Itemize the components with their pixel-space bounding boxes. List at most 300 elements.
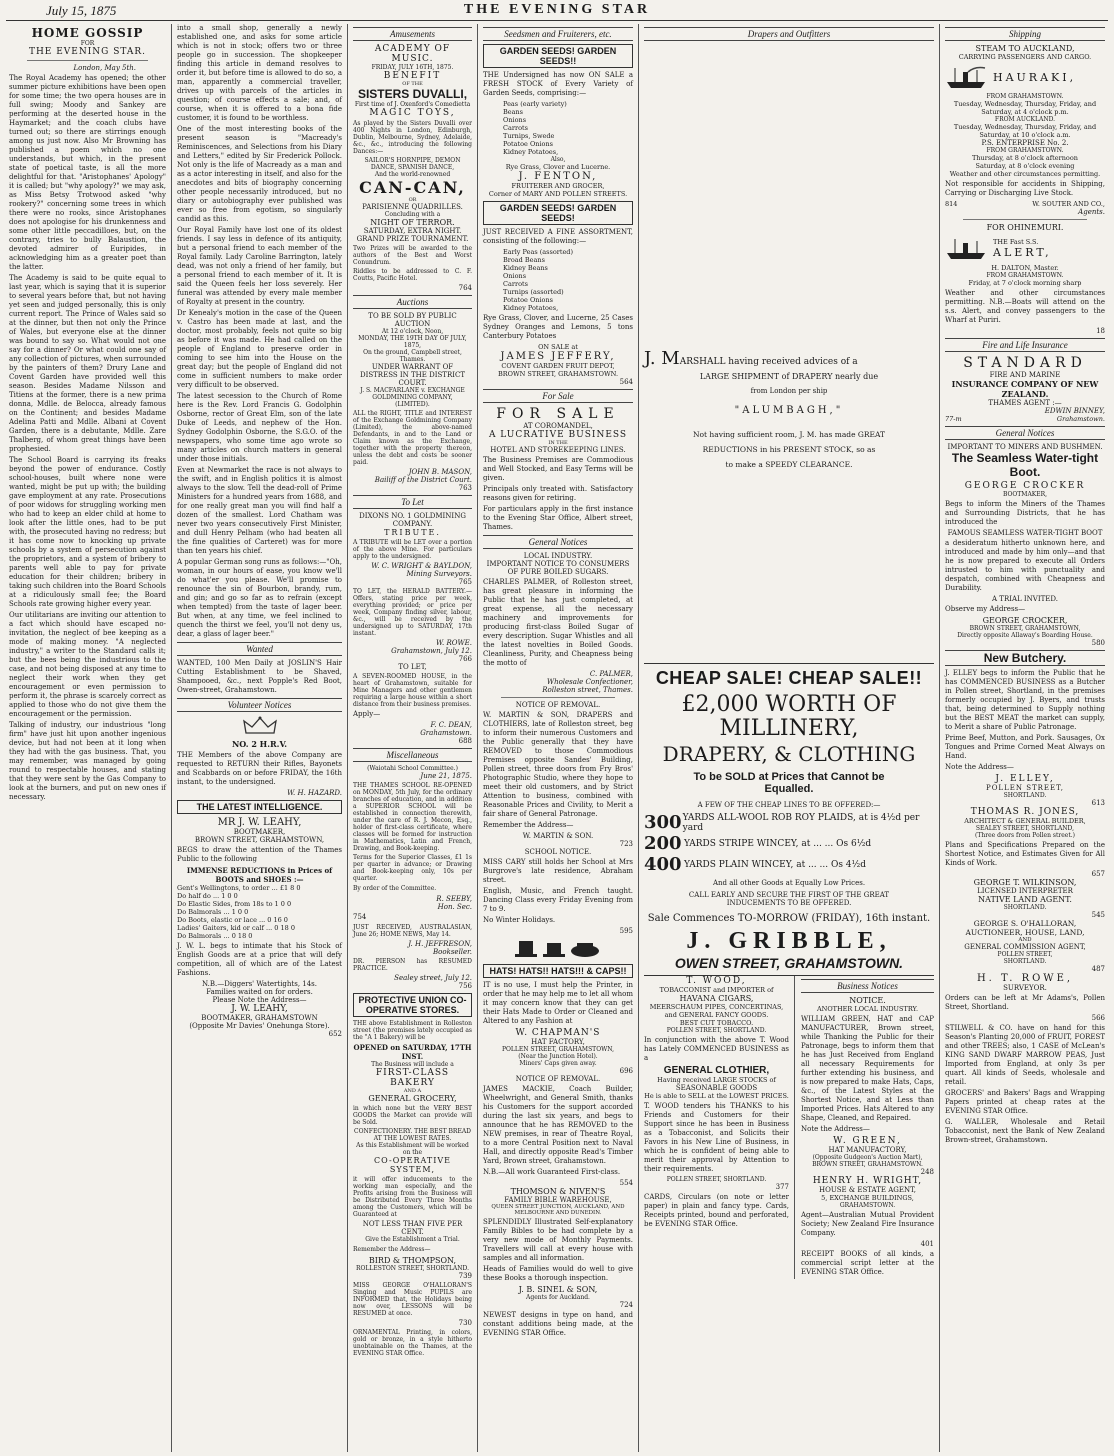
section-amusements: Amusements xyxy=(353,27,472,41)
hat-factory: HAT FACTORY, xyxy=(531,1038,585,1046)
worth-heading: £2,000 WORTH OF MILLINERY, xyxy=(681,692,897,741)
jones: THOMAS R. JONES, xyxy=(970,807,1080,817)
bird-thompson: BIRD & THOMPSON, xyxy=(368,1256,457,1265)
jeffery: JAMES JEFFERY, xyxy=(500,351,616,362)
wood-thanks: T. WOOD tenders his THANKS to his Friends and Customers for their Support since he has been in Business as a Tobacconist, and Solicits their Favors in his New Line of Business, in which he is confident of being able to merit their approval by Attention to their requirements. xyxy=(644,1102,789,1173)
important-miners: IMPORTANT TO MINERS AND BUSHMEN. xyxy=(947,443,1103,451)
price-list xyxy=(177,884,342,940)
ad-number: 763 xyxy=(458,484,472,492)
rye-grass-2: Rye Grass, Clover, and Lucerne, 25 Cases Sydney Oranges and Lemons, 5 tons Canterbury Potatoes xyxy=(483,314,633,340)
house-agent: HOUSE & ESTATE AGENT, xyxy=(819,1186,916,1194)
newest-designs: NEWEST designs in type on hand, and constant additions being made, at the EVENING STAR Office. xyxy=(483,1311,633,1337)
column-home-gossip xyxy=(4,24,172,1452)
column-amusements xyxy=(348,24,478,1452)
paper-title: THE EVENING STAR xyxy=(463,2,651,17)
not-enough-room: Not having sufficient room, J. M. has made GREAT xyxy=(692,430,886,439)
seed-item: Onions xyxy=(503,116,527,124)
corner: Corner of MARY AND POLLEN STREETS. xyxy=(488,190,628,198)
hats-heading: HATS! HATS!! HATS!!! & CAPS!! xyxy=(483,964,633,978)
coromandel: AT COROMANDEL, xyxy=(523,422,593,430)
auction-text: ALL the RIGHT, TITLE and INTEREST of the Exchange Goldmining Company (Limited), the above-named Defendants, in and to the Land or Claim known as the Exchange, together with the property thereon, unless the debt and costs be sooner paid. xyxy=(353,410,472,466)
garden-seeds-heading-2: GARDEN SEEDS! GARDEN SEEDS! xyxy=(483,201,633,225)
saturday: Saturday, at 8 o'clock evening xyxy=(975,162,1075,170)
from-auckland: FROM AUCKLAND. xyxy=(994,116,1056,123)
steam-auckland: STEAM TO AUCKLAND, xyxy=(975,44,1075,53)
ad-number: 730 xyxy=(458,1319,472,1327)
renowned: And the world-renowned xyxy=(374,171,451,178)
hotel-lines: HOTEL AND STOREKEEPING LINES. xyxy=(490,446,626,454)
green-text: WILLIAM GREEN, HAT and CAP MANUFACTURER, Brown street, while Thanking the Public for their Patronage, begs to inform them that he has Just Received from England all necessary Requirements for further extending his business, and is now prepared to make Hats, Caps, &c., of the Latest Styles at the Shortest Notice, and at Less than Imported Prices. Hats Altered to any Shape, Cleaned, and Repaired. xyxy=(801,1015,934,1122)
line-quantity: 200 xyxy=(644,833,682,854)
licensed: LICENSED INTERPRETER xyxy=(977,887,1073,895)
please-note: Please Note the Address— xyxy=(212,996,307,1004)
grand-prize: GRAND PRIZE TOURNAMENT. xyxy=(356,235,469,243)
carrying-passengers: CARRYING PASSENGERS AND CARGO. xyxy=(958,53,1092,61)
tobacconist: TOBACCONIST and IMPORTER of xyxy=(659,986,774,994)
ornamental-printing: ORNAMENTAL Printing, in colors, gold or bronze, in a style hitherto unobtainable on the Thames, at the EVENING STAR Office. xyxy=(353,1329,472,1357)
divider xyxy=(27,60,148,61)
enterprise: P.S. ENTERPRISE No. 2. xyxy=(981,139,1069,147)
grocery: GENERAL GROCERY, xyxy=(368,1094,457,1103)
gossip-paragraph: into a small shop, generally a newly established one, and asks for some article which is not in stock; offers two or three people go in succession. The shopkeeper finding this article in demand resolves to order it, but before time is allowed to do so, a man, apparently a commercial traveller, drives up with parcels of the articles in question; of course effects a sale; and, of course, when it is offered to a bona fide customer, it is found to be worthless. xyxy=(177,24,342,122)
crocker-brown: BROWN STREET, GRAHAMSTOWN, xyxy=(969,625,1081,632)
receipt-books: RECEIPT BOOKS of all kinds, a commercial script letter at the EVENING STAR Office. xyxy=(801,1250,934,1276)
remember: Remember the Address— xyxy=(353,1246,431,1253)
queen-street: QUEEN STREET JUNCTION, AUCKLAND, AND MELBOURNE AND DUNEDIN. xyxy=(491,1204,625,1216)
ad-number: 724 xyxy=(619,1301,633,1309)
section-drapers: Drapers and Outfitters xyxy=(644,27,934,41)
column-drapers xyxy=(639,24,940,1452)
binney-town: Grahamstown. xyxy=(1056,415,1105,423)
ad-number: 766 xyxy=(458,655,472,663)
seven-roomed: A SEVEN-ROOMED HOUSE, in the heart of Grahamstown, suitable for Mine Managers and other gentlemen requiring a large house within a short distance from their business premises. xyxy=(353,673,472,708)
ad-number: 696 xyxy=(619,1067,633,1075)
wholesale: Wholesale Confectioner, xyxy=(546,678,633,686)
section-business-notices: Business Notices xyxy=(801,979,934,993)
fenton: J. FENTON, xyxy=(518,171,598,182)
sched-1: Tuesday, Wednesday, Thursday, Friday, and Saturday, at 4 o'clock p.m. xyxy=(953,100,1097,116)
ad-number: 377 xyxy=(775,1183,789,1191)
seasonable: SEASONABLE GOODS xyxy=(675,1084,758,1092)
architect: ARCHITECT & GENERAL BUILDER, xyxy=(964,817,1086,825)
garden-seeds-heading: GARDEN SEEDS! GARDEN SEEDS!! xyxy=(483,44,633,68)
rowe: W. ROWE. xyxy=(436,639,472,647)
bakery: FIRST-CLASS BAKERY xyxy=(375,1068,450,1088)
dance-list: SAILOR'S HORNPIPE, DEMON DANCE, SPANISH DANCE, xyxy=(364,157,461,171)
binney: EDWIN BINNEY, xyxy=(1044,407,1105,415)
wright-name: HENRY H. WRIGHT, xyxy=(812,1176,923,1186)
trial-invited: A TRIAL INVITED. xyxy=(992,595,1058,603)
other-goods: And all other Goods at Equally Low Prices. xyxy=(712,879,866,887)
seed-item: Turnips, Swede xyxy=(503,132,555,140)
seed-item: Carrots xyxy=(503,280,528,288)
price-row: Do Balmorals ... 0 18 0 xyxy=(177,932,253,940)
sealey-street: SEALEY STREET, SHORTLAND, xyxy=(975,825,1075,832)
equalled: Equalled. xyxy=(764,783,814,795)
wanted-ad: WANTED, 100 Men Daily at JOSLIN'S Hair Cutting Establishment to be Shaved, Shampooed, &c., next Popple's Red Boot, Owen-street, Grahamstown. xyxy=(177,659,342,694)
marshall-text: ARSHALL having received advices of a xyxy=(679,357,858,367)
having-received: Having received LARGE STOCKS of xyxy=(657,1076,776,1084)
warrant: UNDER WARRANT OF DISTRESS IN THE DISTRICT COURT. xyxy=(359,363,466,387)
line-quantity: 300 xyxy=(644,812,682,833)
waller: G. WALLER, Wholesale and Retail Tobacconist, next the Bank of New Zealand Brown-street, Grahamstown. xyxy=(945,1118,1105,1144)
bottom-ads xyxy=(644,976,934,1279)
thames-agent: THAMES AGENT :— xyxy=(988,399,1062,407)
grocery-text: in which none but the VERY BEST GOODS the Market can provide will be Sold. xyxy=(353,1105,472,1126)
ad-number: 487 xyxy=(1091,965,1105,973)
fenton-text: THE Undersigned has now ON SALE a FRESH STOCK of Every Variety of Garden Seeds, comprising:— xyxy=(483,71,633,97)
ad-number: 545 xyxy=(1091,911,1105,919)
seed-list xyxy=(483,100,633,156)
palmer: C. PALMER, xyxy=(589,670,633,678)
ad-number: 754 xyxy=(353,913,367,921)
gribble-address: OWEN STREET, GRAHAMSTOWN. xyxy=(674,955,904,971)
principals: Principals only treated with. Satisfactory reasons given for retiring. xyxy=(483,485,633,502)
rolleston-street: Rolleston street, Thames. xyxy=(542,686,633,694)
school-notice: THE THAMES SCHOOL RE-OPENED on MONDAY, 5th July, for the ordinary branches of education, and in addition a SUPERIOR SCHOOL will be established in connection therewith, under the care of R. J. Mecon, Esq., holder of first-class certificate, where classes will be formed for instruction in Mathematics, Latin and French, Drawing, and Book-keeping. xyxy=(353,782,472,852)
shortland-2: SHORTLAND. xyxy=(1003,904,1047,911)
ad-number: 652 xyxy=(328,1030,342,1038)
stores-text: THE above Establishment in Rolleston street (the premises lately occupied as the "A 1 Bakery) will be xyxy=(353,1020,472,1041)
hat-manufactory: HAT MANUFACTORY, xyxy=(828,1146,907,1154)
near-junction: (Near the Junction Hotel). xyxy=(518,1053,598,1060)
court-case: J. S. MACFARLANE v. EXCHANGE GOLDMINING COMPANY, xyxy=(360,387,465,401)
gossip-paragraph: A popular German song runs as follows:—"Oh, woman, in our hours of ease, you know we'll do what'er you please. We'll promise to renounce the sin of Bourbon, brandy, rum, and gin; and go so far as to refrain (except when tempted) from the taste of lager beer. But when, at any time, we feel inclined to quench the thirst we feel, you'll not deny us, dear, a glass of lager beer." xyxy=(177,558,342,638)
wright-bayldon: W. C. WRIGHT & BAYLDON, xyxy=(371,562,472,570)
particulars: For particulars apply in the first instance to the Evening Star Office, Albert street, Thames. xyxy=(483,505,633,531)
elley-text: J. ELLEY begs to inform the Public that he has COMMENCED BUSINESS as a Butcher in Pollen street, Shortland, in the premises formerly occupied by J. Byers, and trusts that, being determined to Supply nothing but the BEST MEAT the market can supply, to Merit a share of Public Patronage. xyxy=(945,669,1105,731)
hon-sec: Hon. Sec. xyxy=(437,903,472,911)
sale-commences: Sale Commences TO-MORROW (FRIDAY), 16th instant. xyxy=(647,913,931,924)
line-text: YARDS STRIPE WINCEY, at ... ... Os 6½d xyxy=(684,838,872,849)
public-auction: TO BE SOLD BY PUBLIC AUCTION xyxy=(368,312,457,328)
cary-school: MISS CARY still holds her School at Mrs Burgrove's late residence, Abraham street. xyxy=(483,858,633,884)
souter-agents: Agents. xyxy=(1078,208,1105,216)
school-notice-heading: SCHOOL NOTICE. xyxy=(524,848,592,856)
observe: Observe my Address— xyxy=(945,605,1026,613)
can-can: CAN-CAN, xyxy=(359,178,466,197)
crown-emblem-icon xyxy=(240,715,280,737)
weather-2: Weather and other circumstances permitting. N.B.—Boats will attend on the s.s. Alert, and convey passengers to the Wharf at Puriri. xyxy=(945,289,1105,324)
gossip-paragraph: Our Royal Family have lost one of its oldest friends. I say less in defence of its antiquity, but a personal friend to each member of the Royal family. Lady Caroline Barrington, lately dead, was not only a friend of her family, but a personal friend to each member of it. It is said the Queen feels her loss severely. Her funeral was attended by every male member of Royalty at present in the country. xyxy=(177,226,342,306)
crocker: GEORGE CROCKER xyxy=(964,481,1086,491)
famous-boot: FAMOUS SEAMLESS WATER-TIGHT BOOT xyxy=(947,529,1103,537)
section-for-sale: For Sale xyxy=(483,389,633,403)
martin-text: W. MARTIN & SON, DRAPERS and CLOTHIERS, late of Rolleston street, beg to inform their numerous Customers and the Public generally that they have REMOVED to those Commodious Premises opposite Sandes' Building, Pollen street, three doors from Fry Bros' Photographic Studio, where they hope to meet their old customers, and by Strict Attention to business, combined with Reasonable Prices and Civility, to Merit a fair share of General Patronage. xyxy=(483,711,633,818)
steamship-icon xyxy=(945,235,989,261)
ad-number: 764 xyxy=(458,284,472,292)
stilwell: STILWELL & CO. have on hand for this Season's Planting 20,000 of FRUIT, FOREST and other TREES; also, 1 CASE of McLean's KING SAND DWARF MARROW PEAS, Just Imported from England, at only 3s per quart. All kinds of Seeds, wholesale and retail. xyxy=(945,1024,1105,1086)
not-less: NOT LESS THAN FIVE PER CENT. xyxy=(362,1220,463,1236)
on-sale-at: ON SALE at xyxy=(538,343,578,351)
section-fire-life: Fire and Life Insurance xyxy=(945,338,1105,352)
ad-number: 77-m xyxy=(945,415,962,423)
note-address: Note the Address— xyxy=(801,1125,870,1133)
halloran-lessons: MISS GEORGE O'HALLORAN'S Singing and Music PUPILS are INFORMED that, the Holidays being now over, LESSONS will be RESUMED at once. xyxy=(353,1282,472,1317)
from-gtown-2: FROM GRAHAMSTOWN. xyxy=(986,147,1064,154)
large-shipment: LARGE SHIPMENT of DRAPERY nearly due xyxy=(699,372,879,381)
leahy-opposite: (Opposite Mr Davies' Onehunga Store). xyxy=(189,1022,330,1030)
concluding: Concluding with a xyxy=(384,211,441,218)
section-auctions: Auctions xyxy=(353,295,472,309)
zealand: ZEALAND. xyxy=(1001,389,1049,399)
protective-union: PROTECTIVE UNION CO-OPERATIVE STORES. xyxy=(353,993,472,1017)
steamship-icon xyxy=(945,64,989,90)
ad-number: 756 xyxy=(458,982,472,990)
marshall-line xyxy=(644,348,934,369)
nb-work: N.B.—All work Guaranteed First-class. xyxy=(483,1168,621,1176)
leahy-signature: J. W. LEAHY, xyxy=(231,1004,288,1014)
lowest-prices: He is able to SELL at the LOWEST PRICES. xyxy=(644,1092,789,1100)
gossip-paragraph: Even at Newmarket the race is not always to the swift, and in English politics it is almost always to the slow. Tell the dead-roll of Prime Ministers for a hundred years from 1688, and for one really great man you will find half a dozen of the smallest. Lord Chatham was never two years consecutively First Minister, and dull Henry Pelham (who had beaten all the fine qualities of Carteret) was for more than ten years his chief. xyxy=(177,466,342,555)
seed-item: Early Peas (assorted) xyxy=(503,248,574,256)
from-gtown: FROM GRAHAMSTOWN. xyxy=(986,93,1064,100)
price-row: Ladies' Gaiters, kid or calf ... 0 18 0 xyxy=(177,924,295,932)
new-butchery: New Butchery. xyxy=(945,650,1105,666)
from-london: from London per ship xyxy=(750,387,828,395)
leahy-name: MR J. W. LEAHY, xyxy=(217,817,302,828)
seed-item: Carrots xyxy=(503,124,528,132)
notice-of-removal-2: NOTICE OF REMOVAL. xyxy=(515,1075,601,1083)
plans: Plans and Specifications Prepared on the Shortest Notice, and Estimates Given for All Kinds of Work. xyxy=(945,841,1105,867)
gribble-name: J. GRIBBLE, xyxy=(686,928,892,954)
elley: J. ELLEY, xyxy=(995,774,1055,784)
gossip-paragraph: Dr Kenealy's motion in the case of the Queen v. Castro has been made at last, and the doctor, most probably, feels not quite so big as before it was made. He had called on the people of England to preserve order in coming to see him into the House on the great day; but the people of England did not come in sufficient numbers to make order very difficult to be observed. xyxy=(177,309,342,389)
ad-number: 554 xyxy=(619,1179,633,1187)
ad-number: 723 xyxy=(619,840,633,848)
played-text: As played by the Sisters Duvalli over 400 Nights in London, Edinburgh, Dublin, Melbourne, Sydney, Adelaide, &c., &c., introducing the following Dances:— xyxy=(353,120,472,155)
leahy-stock: J. W. L. begs to intimate that his Stock of English Goods are at a price that will defy competition, all of which are of the Latest Fashions. xyxy=(177,942,342,977)
trial: Give the Establishment a Trial. xyxy=(365,1236,460,1243)
crocker-trade: BOOTMAKER, xyxy=(1002,491,1048,498)
for-sale-big: FOR SALE xyxy=(496,406,620,422)
mason: JOHN B. MASON, xyxy=(408,468,472,476)
crocker-directly: Directly opposite Allaway's Boarding House. xyxy=(957,632,1093,639)
wilkinson: GEORGE T. WILKINSON, xyxy=(973,878,1077,887)
ad-number: 566 xyxy=(1091,1014,1105,1022)
crocker-2: GEORGE CROCKER, xyxy=(982,616,1068,625)
insurance: INSURANCE COMPANY OF NEW xyxy=(951,379,1099,389)
bailiff: Bailiff of the District Court. xyxy=(374,476,472,484)
bible-warehouse: FAMILY BIBLE WAREHOUSE, xyxy=(504,1196,612,1204)
line-text: YARDS ALL-WOOL ROB ROY PLAIDS, at is 4½d per yard xyxy=(682,812,920,833)
leahy-reductions: IMMENSE REDUCTIONS in Prices of BOOTS and SHOES :— xyxy=(186,866,333,884)
by-order: By order of the Committee. xyxy=(353,885,437,892)
herald-battery: TO LET, the HERALD BATTERY.—Offers, stating price per week, everything provided; or price per week, Company finding silver, labour, &c., will be received by the undersigned up to SATURDAY, 17th instant. xyxy=(353,588,472,637)
seed-item: Onions xyxy=(503,272,527,280)
seed-list-2 xyxy=(483,248,633,312)
ad-number: 688 xyxy=(458,737,472,745)
first-time: First time of J. Oxenford's Comedietta xyxy=(354,101,471,108)
night-of-terror: NIGHT OF TERROR. xyxy=(370,218,455,227)
pipes: MEERSCHAUM PIPES, CONCERTINAS, xyxy=(649,1003,784,1011)
gossip-paragraph: The School Board is carrying its freaks beyond the power of endurance. Costly school-houses, built where none were wanted, might be put up with; the building gave employment at any rate. Prosecutions of poor widows for struggling working men who had to keep an elder child at home to look after the little ones, had to be put with, the prosecuted having no redress; but it has come now to knocking up private schools by a system of persecution against the proprietors, and a system of bribery to parents well able to pay for private education for their children; bribery in taking such children into the Board Schools at a ridiculously small fee; the Board Schools rate growing higher every year. xyxy=(9,456,166,608)
seed-item: Kidney Beans xyxy=(503,264,548,272)
commission: GENERAL COMMISSION AGENT, xyxy=(964,943,1086,951)
line-text: YARDS PLAIN WINCEY, at ... ... Os 4½d xyxy=(684,859,867,870)
gossip-paragraph: One of the most interesting books of the present season is "Macready's Reminiscences, and Selections from his Diary and Letters," edited by Sir Frederick Pollock. Not only is the life of Macready as a man and as a actor interesting in itself, and also for the anecdotes and bits of biography concerning other people necessarily introduced, but no diary or autobiography ever published was ever so free from egotism, so singularly candid as this. xyxy=(177,125,342,223)
seed-item: Turnips (assorted) xyxy=(503,288,564,296)
business-notices xyxy=(801,976,934,1279)
gtown-date: Grahamstown, July 12. xyxy=(391,647,472,655)
fast-ss: THE Fast S.S. xyxy=(993,237,1039,246)
no-holidays: No Winter Holidays. xyxy=(483,916,556,924)
jeffreson: J. H. JEFFRESON, xyxy=(408,940,472,948)
pollen-shortland: POLLEN STREET, SHORTLAND. xyxy=(666,1027,767,1034)
ad-number: 564 xyxy=(619,378,633,386)
gossip-for: FOR xyxy=(80,40,95,47)
martin-son: W. MARTIN & SON. xyxy=(522,832,594,840)
agent-amp: Agent—Australian Mutual Provident Society; New Zealand Fire Insurance Company. xyxy=(801,1211,934,1237)
brown-st: BROWN STREET, GRAHAMSTOWN. xyxy=(812,1161,923,1168)
orders: Orders can be left at Mr Adams's, Pollen Street, Shortland. xyxy=(945,994,1105,1011)
miners-caps: Miners' Caps given away. xyxy=(519,1060,597,1067)
ship-alumbagh: "ALUMBAGH," xyxy=(734,405,844,416)
seamless-boot: The Seamless Water-tight Boot. xyxy=(951,451,1099,479)
issue-date: July 15, 1875 xyxy=(46,3,117,18)
seed-item: Kidney Potatoes, xyxy=(503,148,559,156)
conjunction: In conjunction with the above T. Wood has Lately COMMENCED BUSINESS as a xyxy=(644,1036,789,1062)
bibles-text: SPLENDIDLY Illustrated Self-explanatory Family Bibles to be had complete by a very new mode of Monthly Payments. Travellers will call at every house with samples and all information. xyxy=(483,1218,633,1262)
sinel: J. B. SINEL & SON, xyxy=(518,1285,598,1294)
to-be-sold: To be SOLD at Prices that Cannot be xyxy=(693,771,885,783)
premises: The Business Premises are Commodious and Well Stocked, and Easy Terms will be given. xyxy=(483,456,633,482)
exchange-buildings: 5, EXCHANGE BUILDINGS, xyxy=(821,1194,914,1202)
grahamstown: GRAHAMSTOWN. xyxy=(839,1202,896,1209)
fire-marine: FIRE AND MARINE xyxy=(989,371,1061,379)
brown-street: BROWN STREET, GRAHAMSTOWN. xyxy=(497,370,619,378)
price-row: Do Boots, elastic or lace ... 0 16 0 xyxy=(177,916,288,924)
standard: STANDARD xyxy=(963,355,1087,371)
seed-item: Potatoe Onions xyxy=(503,140,553,148)
cheap-line xyxy=(644,833,934,854)
section-to-let: To Let xyxy=(353,495,472,509)
also: Also, xyxy=(550,156,566,163)
for-ohinemuri: FOR OHINEMURI. xyxy=(986,223,1064,232)
pierson: DR. PIERSON has RESUMED PRACTICE. xyxy=(353,958,472,972)
opposite-gudgeon: (Opposite Gudgeon's Auction Mart), xyxy=(812,1154,923,1161)
section-general-notices: General Notices xyxy=(945,426,1105,440)
apply: Apply— xyxy=(353,710,381,718)
riddles-text: Riddles to be addressed to C. F. Coutts, Pacific Hotel. xyxy=(353,268,472,282)
magic-toys: MAGIC TOYS, xyxy=(369,108,456,118)
families-note: Families waited on for orders. xyxy=(206,988,313,996)
speedy-clearance: to make a SPEEDY CLEARANCE. xyxy=(725,460,853,469)
june-date: June 21, 1875. xyxy=(420,772,472,780)
price-row: Do Balmorals ... 1 0 0 xyxy=(177,908,249,916)
tribute-text: A TRIBUTE will be LET over a portion of the above Mine. For particulars apply to the undersigned. xyxy=(353,539,472,560)
thomson-niven: THOMSON & NIVEN'S xyxy=(510,1187,606,1196)
rye-grass: Rye Grass, Clover and Lucerne. xyxy=(505,163,611,171)
dean-town: Grahamstown. xyxy=(420,729,472,737)
wood-ad xyxy=(644,976,795,1279)
another-industry: ANOTHER LOCAL INDUSTRY. xyxy=(816,1005,919,1013)
drapery-heading: DRAPERY, & CLOTHING xyxy=(662,742,916,766)
offer-text: it will offer inducements to the working man especially, and the Profits arising from the Business will be Distributed Every Three Months among the Customers, which will be Guaranteed at xyxy=(353,1176,472,1218)
gossip-paragraph: The Academy is said to be quite equal to last year, which is saying that it is superior to several years before that, but not having yet seen and judged personally, this is only current report. The Prince of Wales said so at the dinner, but then not only the Prince of Wales, but everyone else at the dinner was bound to say so. What would not one say for a dinner? Or what could one say of any collection of pictures, when surrounded by the painters of them? Drury Lane and Covent Garden have provided well this season. Besides Madame Nilsson and Titiens at the former, there is a new prima donna, Mdlle. de Belocca, already famous on the Continent; and besides Madame Adelina Patti and Mdlle. Albani at Covent Garden, there is a debutante, Mdlle. Zare Thalberg, of whom great things have been prophesied. xyxy=(9,274,166,453)
seed-item: Broad Beans xyxy=(503,256,545,264)
section-miscellaneous: Miscellaneous xyxy=(353,748,472,762)
auction-date: MONDAY, THE 19TH DAY OF JULY, 1875, xyxy=(358,335,467,349)
grocers-bags: GROCERS' and Bakers' Bags and Wrapping Papers printed at cheap rates at the EVENING STAR Office. xyxy=(945,1089,1105,1115)
divider xyxy=(963,219,1087,220)
and-a: AND A xyxy=(403,1088,422,1094)
sealey-date: Sealey street, July 12. xyxy=(394,974,472,982)
tribute: TRIBUTE. xyxy=(384,528,441,537)
business-include: The Business will include a xyxy=(371,1061,454,1068)
gossip-paragraph: Our utilitarians are inviting our attention to a fact which should have escaped no-invitation, the neglect of bee keeping as a mode of making money. "A neglected industry," a writer to the Standard calls it; but the bees being the industrious to the case, and not being disposed at any time to neglect their work when they get encouragement or even permission to perform it, the phrase is scarcely correct as applied to those who do not give them the encouragement or the permission. xyxy=(9,611,166,718)
wood-name: T. WOOD, xyxy=(686,976,747,986)
ad-number: 613 xyxy=(1091,799,1105,807)
prime-beef: Prime Beef, Mutton, and Pork. Sausages, Ox Tongues and Prime Corned Meat Always on Hand. xyxy=(945,734,1105,760)
seeby: R. SEEBY, xyxy=(436,895,472,903)
price-row: Gent's Wellingtons, to order ... £1 8 0 xyxy=(177,884,301,892)
just-received-seeds: JUST RECEIVED A FINE ASSORTMENT, consisting of the following:— xyxy=(483,228,633,245)
crocker-text: Begs to inform the Miners of the Thames and Surrounding Districts, that he has introduced the xyxy=(945,500,1105,526)
mining-surveyors: Mining Surveyors. xyxy=(406,570,472,578)
confectionery: CONFECTIONERY. THE BEST BREAD AT THE LOWEST RATES. xyxy=(354,1128,471,1142)
school-terms: Terms for the Superior Classes, £1 1s per quarter in advance; or Drawing and Book-keeping only, 10s per quarter. xyxy=(353,854,472,882)
ad-number: 814 xyxy=(945,200,958,208)
to-let: TO LET, xyxy=(398,663,427,671)
souter: W. SOUTER AND CO., xyxy=(1032,200,1105,208)
column-gossip-continued xyxy=(172,24,348,1452)
fancy: and GENERAL FANCY GOODS. xyxy=(664,1011,769,1019)
rowe: H. T. ROWE, xyxy=(976,973,1074,984)
auction-time: At 12 o'clock, Noon, xyxy=(381,328,444,335)
latest-intelligence-heading: THE LATEST INTELLIGENCE. xyxy=(177,800,342,814)
ad-number: 657 xyxy=(1091,870,1105,878)
english-music: English, Music, and French taught. Dancing Class every Friday Evening from 7 to 9. xyxy=(483,887,633,913)
seed-item: Kidney Potatoes, xyxy=(503,304,559,312)
lucrative: A LUCRATIVE BUSINESS xyxy=(488,430,628,440)
gossip-paragraph: The latest secession to the Church of Rome here is the Rev. Lord Francis G. Godolphin Osborne, rector of Great Elm, son of the late Duke of Leeds, and nephew of the Hon. Sydney Godolphin Osborne, the S.G.O. of the newspapers, who some time ago wrote so many articles on church matters in general under those initials. xyxy=(177,392,342,463)
section-shipping: Shipping xyxy=(945,27,1105,41)
price-row: Do Elastic Sides, from 18s to 1 0 0 xyxy=(177,900,292,908)
covent-garden: COVENT GARDEN FRUIT DEPOT, xyxy=(501,362,615,370)
remember-address: Remember the Address— xyxy=(483,821,574,829)
auction-place: On the ground, Campbell street, Thames. xyxy=(363,349,462,363)
ohalloran: GEORGE S. O'HALLORAN, xyxy=(973,919,1077,928)
heads-families: Heads of Families would do well to give these Books a thorough inspection. xyxy=(483,1265,633,1282)
fruiterer: FRUITERER AND GROCER, xyxy=(511,182,605,190)
gossip-paper: THE EVENING STAR. xyxy=(28,47,147,57)
pollen-street-2: POLLEN STREET, xyxy=(997,951,1053,958)
sisters-duvalli: SISTERS DUVALLI, xyxy=(357,87,468,101)
pollen-shortland-2: POLLEN STREET, SHORTLAND. xyxy=(666,1176,767,1183)
benefit-of: OF THE xyxy=(402,81,423,87)
hats-illustration-icon xyxy=(513,937,603,961)
section-general-notices: General Notices xyxy=(483,535,633,549)
rolleston: ROLLESTON STREET, SHORTLAND. xyxy=(355,1265,470,1272)
opened: OPENED on SATURDAY, 17TH INST. xyxy=(353,1043,472,1061)
masthead xyxy=(6,2,1108,21)
faded-watermark-2 xyxy=(644,469,934,659)
alert: ALERT, xyxy=(993,245,1052,259)
ad-number: 401 xyxy=(920,1240,934,1248)
cheap-line xyxy=(644,812,934,833)
benefit-label: BENEFIT xyxy=(383,71,442,81)
seed-item: Potatoe Onions xyxy=(503,296,553,304)
cheap-lines xyxy=(644,812,934,875)
company-name: NO. 2 H.R.V. xyxy=(231,739,288,749)
pollen-street: POLLEN STREET, xyxy=(985,784,1065,792)
or-label: OR xyxy=(408,197,417,203)
leahy-intro: BEGS to draw the attention of the Thames Public to the following xyxy=(177,846,342,863)
best-cut: BEST CUT TOBACCO. xyxy=(679,1019,754,1027)
column-shipping xyxy=(940,24,1110,1452)
gossip-dateline: London, May 5th. xyxy=(73,64,136,72)
